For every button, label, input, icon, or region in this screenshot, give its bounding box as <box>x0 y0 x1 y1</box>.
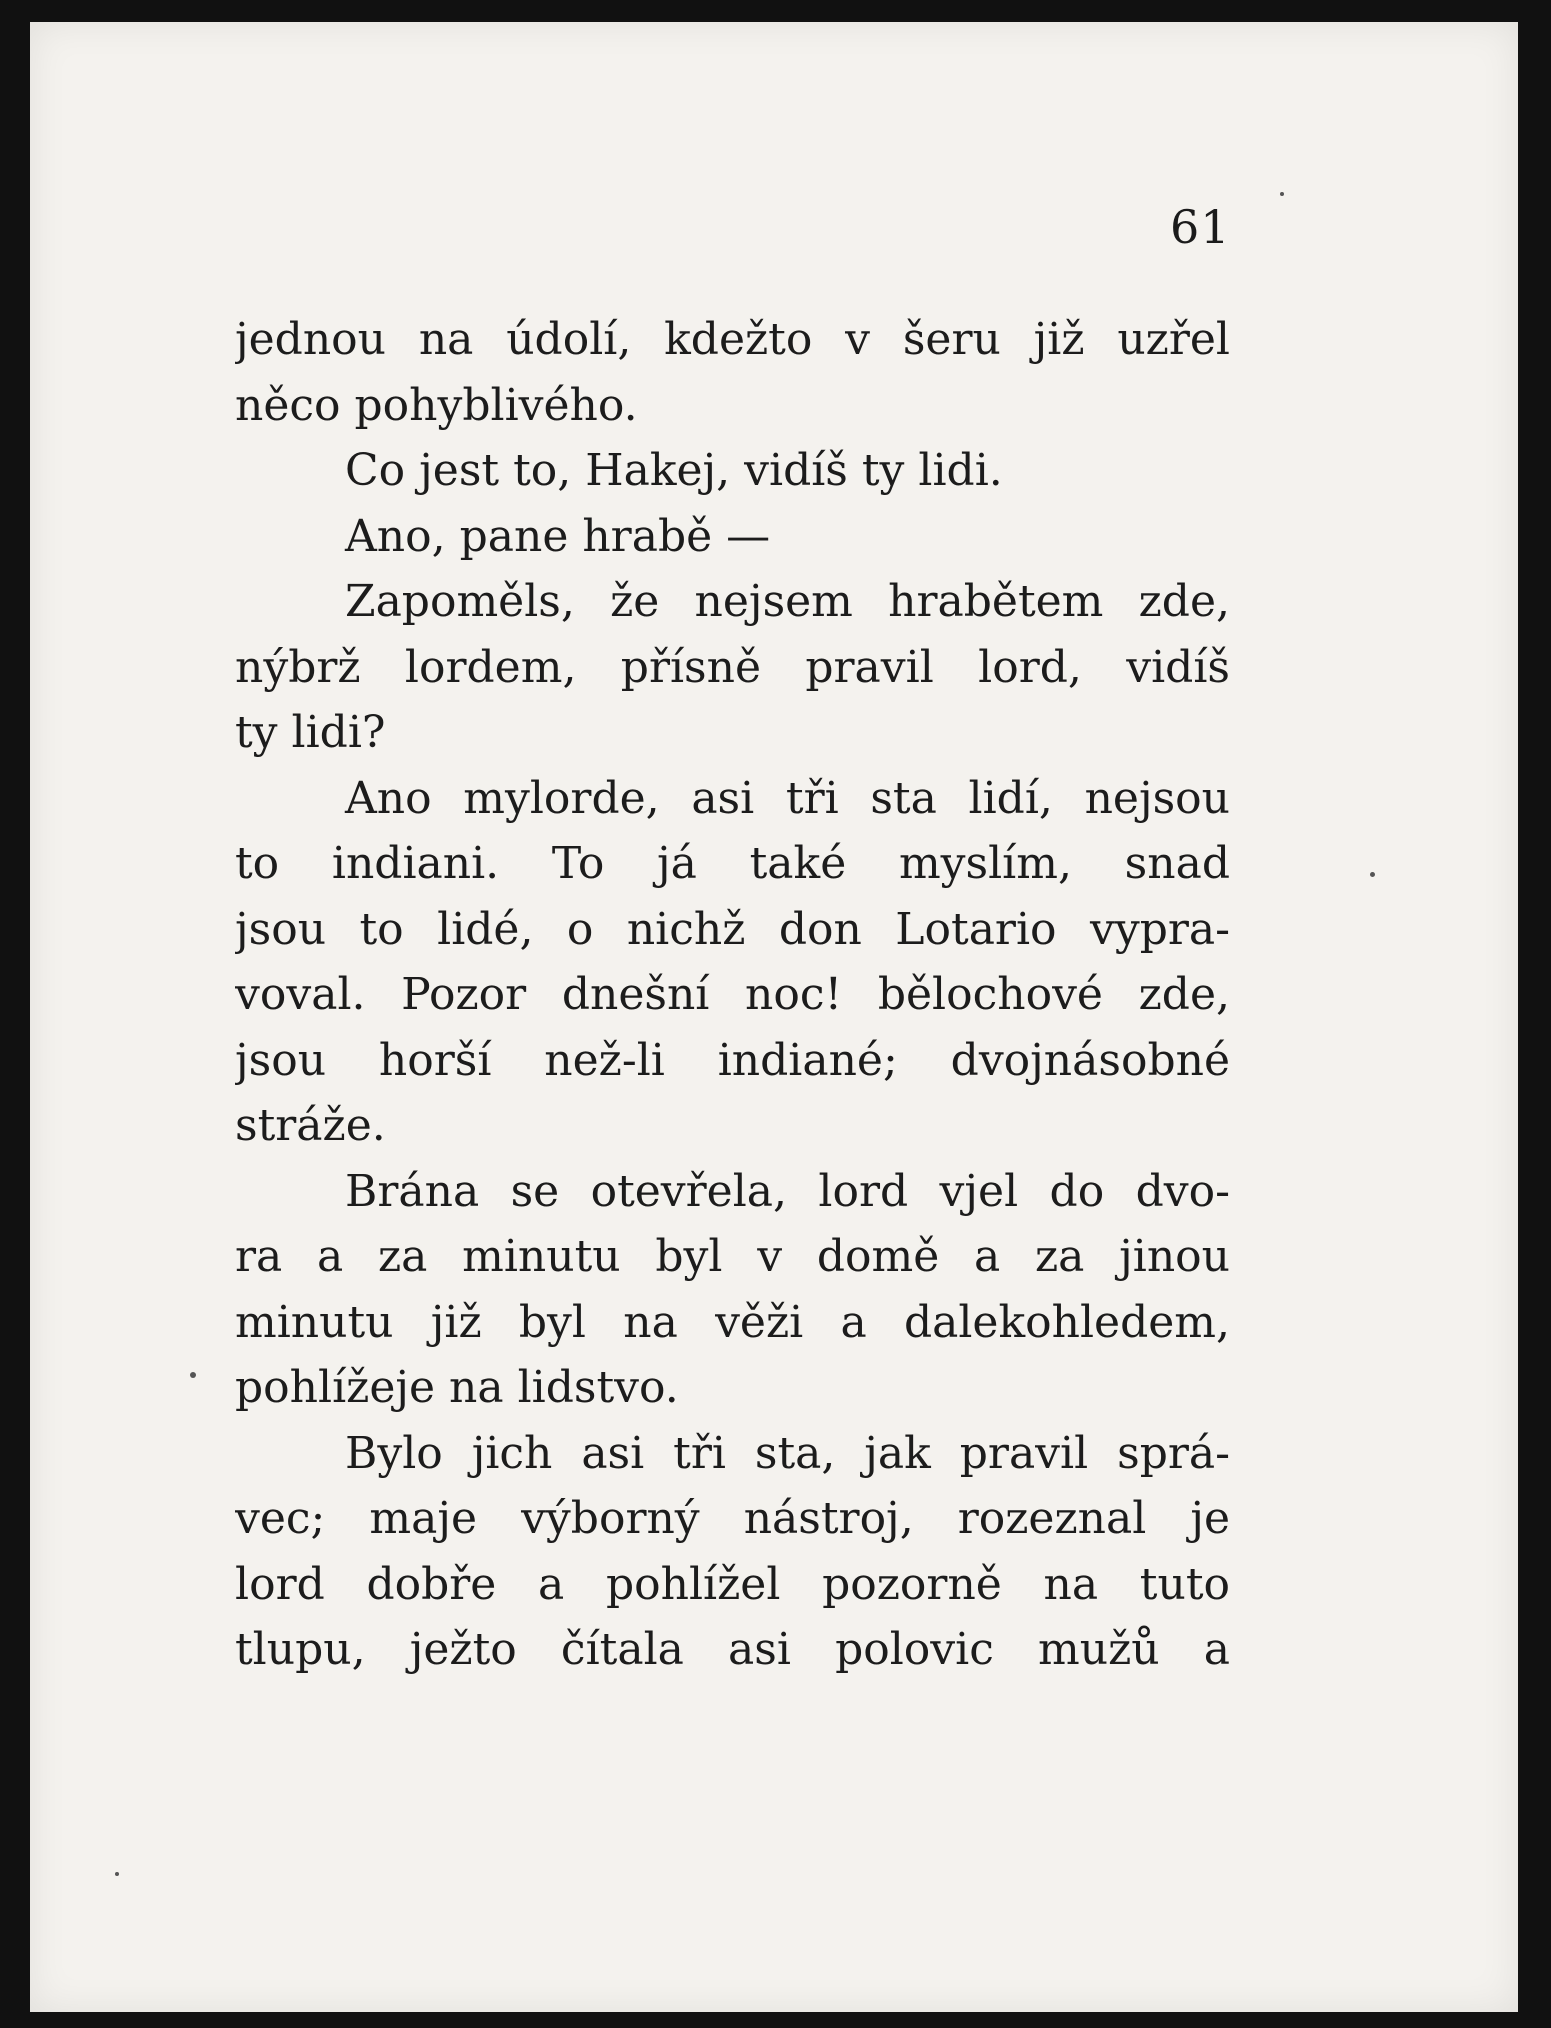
text-line: Co jest to, Hakej, vidíš ty lidi. <box>345 445 1003 496</box>
text-line: Zapoměls, že nejsem hrabětem zde, <box>345 576 1230 627</box>
text-line: ra a za minutu byl v domě a za jinou <box>235 1231 1230 1282</box>
text-line: jednou na údolí, kdežto v šeru již uzřel <box>235 314 1230 365</box>
text-line: nýbrž lordem, přísně pravil lord, vidíš <box>235 641 1230 693</box>
text-line: to indiani. To já také myslím, snad <box>235 838 1230 889</box>
page-speck <box>190 1372 196 1378</box>
text-line: minutu již byl na věži a dalekohledem, <box>235 1296 1230 1348</box>
text-line: Bylo jich asi tři sta, jak pravil sprá- <box>345 1427 1230 1479</box>
text-line: Brána se otevřela, lord vjel do dvo- <box>345 1165 1230 1217</box>
text-line: pohlížeje na lidstvo. <box>235 1362 679 1413</box>
page-speck <box>1280 192 1284 196</box>
body-text <box>235 307 1230 1683</box>
text-line: tlupu, ježto čítala asi polovic mužů a <box>235 1624 1230 1675</box>
text-line: jsou horší než-li indiané; dvojnásobné <box>235 1034 1230 1086</box>
text-line: ty lidi? <box>235 707 386 758</box>
text-line: lord dobře a pohlížel pozorně na tuto <box>235 1558 1230 1610</box>
page-speck <box>115 1872 119 1876</box>
text-line: něco pohyblivého. <box>235 379 638 431</box>
text-line: Ano mylorde, asi tři sta lidí, nejsou <box>345 772 1230 824</box>
book-page <box>30 22 1518 2012</box>
text-line: stráže. <box>235 1100 386 1151</box>
page-speck <box>1370 872 1375 877</box>
page-number: 61 <box>1170 200 1231 254</box>
text-line: jsou to lidé, o nichž don Lotario vypra- <box>235 903 1230 955</box>
text-line: voval. Pozor dnešní noc! bělochové zde, <box>235 969 1230 1020</box>
text-line: Ano, pane hrabě — <box>345 510 771 562</box>
text-line: vec; maje výborný nástroj, rozeznal je <box>235 1493 1230 1544</box>
